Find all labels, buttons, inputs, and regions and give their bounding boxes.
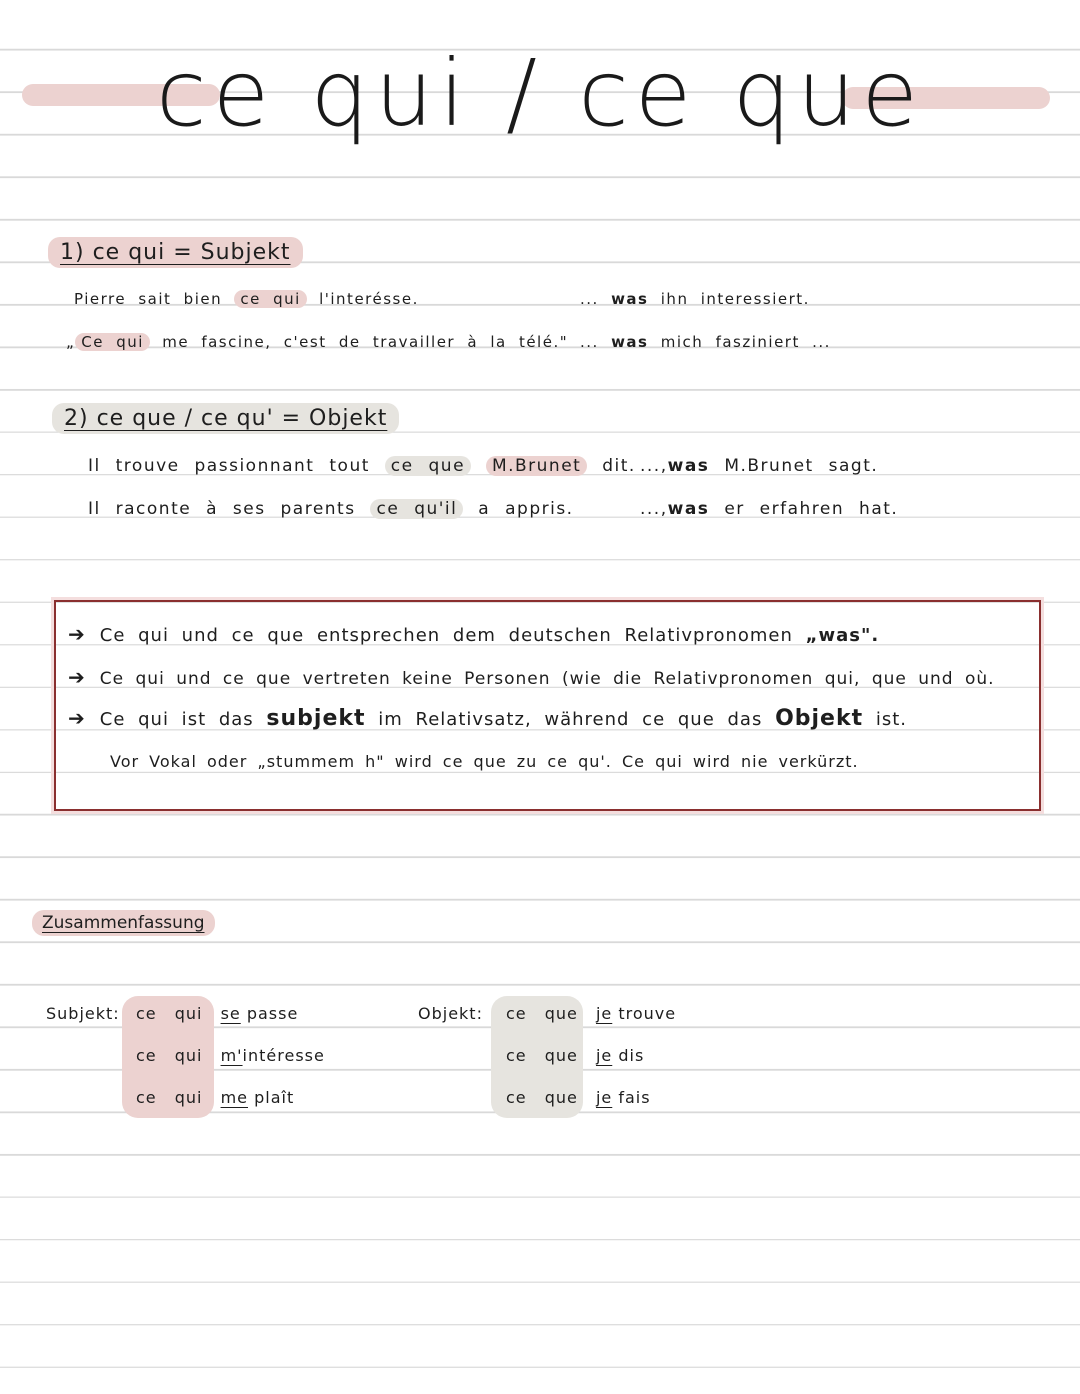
rule-line-1: ➔ Ce qui und ce que entsprechen dem deutschen Relativpronomen „was".	[68, 622, 880, 646]
section2-example-2: Il raconte à ses parents ce qu'il a appris.	[88, 499, 574, 519]
objekt-row-1: ce que je trouve	[506, 1004, 677, 1023]
objekt-row-2: ce que je dis	[506, 1046, 645, 1065]
subjekt-row-1: ce qui se passe	[136, 1004, 299, 1023]
section2-heading	[52, 406, 399, 431]
page-title: ce qui / ce que	[156, 40, 924, 147]
section2-translation-1: ...,was M.Brunet sagt.	[640, 456, 879, 476]
section1-example-2: „ Ce qui me fascine, c'est de travailler à la télé."	[66, 333, 569, 351]
section2-example-1: Il trouve passionnant tout ce que M.Brunet dit.	[88, 456, 636, 476]
arrow-right-icon: ➔	[68, 622, 86, 646]
rule-line-2: ➔ Ce qui und ce que vertreten keine Personen (wie die Relativpronomen qui, que und où.	[68, 665, 995, 689]
subjekt-row-3: ce qui me plaît	[136, 1088, 295, 1107]
summary-heading-highlight: Zusammenfassung	[32, 910, 215, 936]
objekt-label: Objekt:	[418, 1004, 483, 1023]
subjekt-label: Subjekt:	[46, 1004, 120, 1023]
rule-line-3: ➔ Ce qui ist das subjekt im Relativsatz, während ce que das Objekt ist.	[68, 706, 908, 731]
section1-translation-1: ... was ihn interessiert.	[580, 290, 810, 308]
objekt-row-3: ce que je fais	[506, 1088, 651, 1107]
section2-translation-2: ...,was er erfahren hat.	[640, 499, 899, 519]
section1-translation-2: ... was mich fasziniert ...	[580, 333, 831, 351]
section1-heading	[48, 240, 303, 265]
section1-example-1: Pierre sait bien ce qui l'interésse.	[74, 290, 419, 308]
section2-heading-highlight: 2) ce que / ce qu' = Objekt	[52, 403, 399, 434]
arrow-right-icon: ➔	[68, 665, 86, 689]
rule-line-4: Vor Vokal oder „stummem h" wird ce que zu ce qu'. Ce qui wird nie verkürzt.	[110, 752, 859, 771]
summary-heading	[32, 913, 215, 933]
arrow-right-icon: ➔	[68, 706, 86, 730]
section1-heading-highlight: 1) ce qui = Subjekt	[48, 237, 303, 268]
subjekt-row-2: ce qui m'intéresse	[136, 1046, 325, 1065]
